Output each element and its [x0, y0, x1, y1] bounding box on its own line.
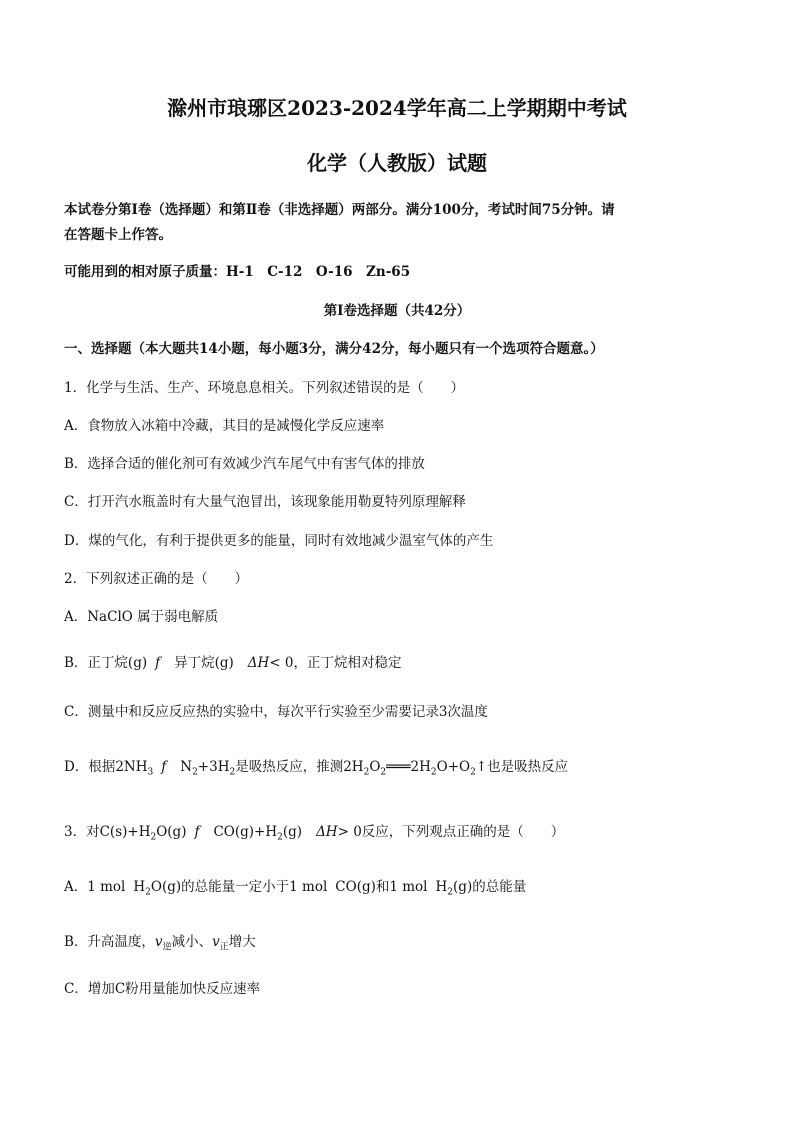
q2d-n2: N: [180, 759, 193, 775]
q2d-equals: ═══: [386, 759, 411, 775]
q3-delta-h: ΔH: [316, 824, 338, 840]
gas-arrow-icon: ↑: [475, 759, 488, 775]
question-2-stem: 2．下列叙述正确的是（ ）: [64, 571, 249, 587]
q3b-v-reverse: v: [154, 934, 163, 950]
q2d-h2: +3H: [197, 759, 230, 775]
q3b-mid: 减小、: [171, 934, 213, 950]
q3a-h2o-h: H: [133, 879, 146, 895]
question-1-option-d: D．煤的气化，有利于提供更多的能量，同时有效地减少温室气体的产生: [64, 533, 494, 549]
q2b-suffix: ，正丁烷相对稳定: [293, 655, 402, 671]
q3-g: (g): [282, 824, 303, 840]
q2d-sub-2e: 2: [430, 767, 437, 778]
q2d-sub-2a: 2: [192, 767, 198, 778]
q2b-prefix: B．正丁烷: [64, 655, 128, 671]
q3-sub-2a: 2: [150, 832, 157, 843]
q2b-state-1: (g): [127, 655, 148, 671]
q3-sub-2b: 2: [277, 832, 283, 843]
q2d-h2o2-o: O: [369, 759, 381, 775]
q3b-prefix: B．升高温度，: [64, 934, 155, 950]
question-2-option-c: C．测量中和反应反应热的实验中，每次平行实验至少需要记录3次温度: [64, 704, 488, 720]
q2b-lt0: < 0: [269, 655, 294, 671]
q3a-prefix: A．1 mol: [64, 879, 126, 895]
exam-subtitle: 化学（人教版）试题: [307, 151, 487, 175]
q3-prefix: 3．对: [64, 824, 100, 840]
q3a-mol2: 1 mol: [289, 879, 328, 895]
question-2-option-d: [64, 758, 568, 776]
question-3-option-b: [64, 933, 256, 951]
q3a-sub-2b: 2: [447, 887, 454, 898]
q3a-co: CO(g): [335, 879, 376, 895]
section-header: 第Ⅰ卷选择题（共42分）: [323, 303, 471, 319]
q2d-sub-2d: 2: [380, 767, 387, 778]
q3a-suffix: 的总能量: [472, 879, 527, 895]
q2d-o-plus-o: O+O: [436, 759, 471, 775]
q3-c: C(s)+H: [99, 824, 151, 840]
question-1-option-c: C．打开汽水瓶盖时有大量气泡冒出，该现象能用勒夏特列原理解释: [64, 494, 466, 510]
q3a-h2-h: H: [435, 879, 448, 895]
question-3-option-c: C．增加C粉用量能加快反应速率: [64, 981, 261, 997]
q3-co: CO(g)+H: [213, 824, 278, 840]
question-1-option-b: B．选择合适的催化剂可有效减少汽车尾气中有害气体的排放: [64, 456, 425, 472]
intro-line-2: 在答题卡上作答。: [64, 227, 172, 243]
q2d-nh3: 2NH: [115, 759, 148, 775]
q3a-mid1: 的总能量一定小于: [181, 879, 290, 895]
equilibrium-symbol: f: [194, 824, 200, 840]
q3-suffix: 反应，下列观点正确的是（ ）: [361, 824, 565, 840]
q2b-delta-h: ΔH: [247, 655, 270, 671]
question-3-stem: [64, 823, 564, 841]
intro-line-1: 本试卷分第Ⅰ卷（选择题）和第Ⅱ卷（非选择题）两部分。满分100分，考试时间75分钟。请: [64, 202, 615, 218]
q2d-suffix: 也是吸热反应: [487, 759, 569, 775]
q2d-mid: 是吸热反应，推测: [235, 759, 344, 775]
q2d-sub-2f: 2: [470, 767, 476, 778]
q2d-prefix: D．根据: [64, 759, 116, 775]
exam-title: 滁州市琅琊区2023-2024学年高二上学期期中考试: [167, 96, 627, 120]
q3b-sub-reverse: 逆: [162, 942, 172, 953]
q3a-g: (g): [453, 879, 473, 895]
q3b-v-forward: v: [212, 934, 220, 950]
q3b-sub-forward: 正: [219, 942, 229, 953]
q2b-isobutane: 异丁烷: [174, 655, 215, 671]
part-header: 一、选择题（本大题共14小题，每小题3分，满分42分，每小题只有一个选项符合题意。）: [64, 341, 604, 357]
q3a-sub-2a: 2: [145, 887, 151, 898]
atomic-mass-line: 可能用到的相对原子质量：H-1 C-12 O-16 Zn-65: [64, 264, 411, 280]
q2d-h2o-h: 2H: [410, 759, 431, 775]
q3-og: O(g): [156, 824, 187, 840]
q3a-and: 和: [375, 879, 390, 895]
equilibrium-symbol: f: [155, 655, 161, 671]
question-2-option-a: A．NaClO 属于弱电解质: [64, 609, 219, 625]
question-3-option-a: [64, 878, 526, 896]
q2d-sub-2c: 2: [363, 767, 370, 778]
question-1-stem: 1．化学与生活、生产、环境息息相关。下列叙述错误的是（ ）: [64, 380, 465, 396]
q2d-sub-2b: 2: [229, 767, 236, 778]
equilibrium-symbol: f: [161, 759, 167, 775]
q2d-h2o2-h: 2H: [343, 759, 364, 775]
question-2-option-b: [64, 654, 402, 672]
q2b-state-2: (g): [214, 655, 234, 671]
q3a-mol3: 1 mol: [389, 879, 428, 895]
q2d-sub-3: 3: [147, 767, 154, 778]
q3-gt0: > 0: [337, 824, 362, 840]
q3a-og: O(g): [150, 879, 182, 895]
question-1-option-a: A．食物放入冰箱中冷藏，其目的是减慢化学反应速率: [64, 418, 385, 434]
q3b-suffix: 增大: [228, 934, 256, 950]
